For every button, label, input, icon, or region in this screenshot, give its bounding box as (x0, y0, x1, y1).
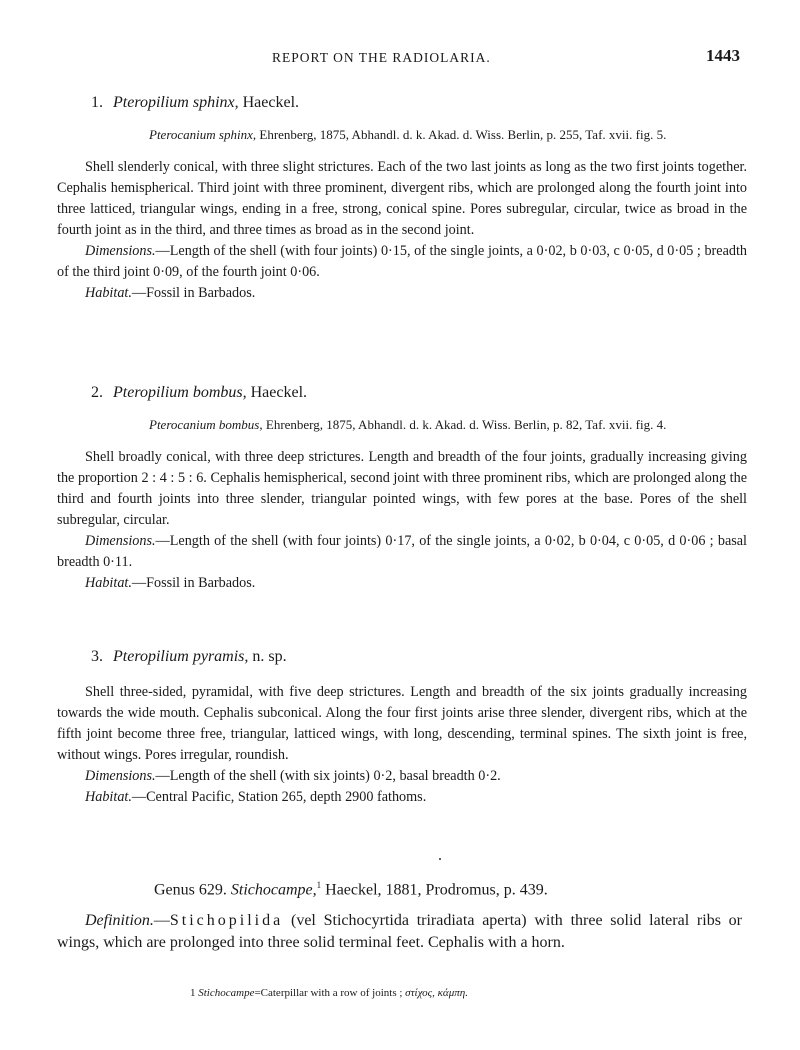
synonym-citation: Ehrenberg, 1875, Abhandl. d. k. Akad. d. Wiss. Berlin, p. 255, Taf. xvii. fig. 5. (259, 127, 667, 142)
habitat-text: —Central Pacific, Station 265, depth 2900 fathoms. (131, 789, 427, 805)
species-entry-1 (57, 94, 747, 304)
species-number: 1. (91, 94, 103, 111)
habitat-paragraph (57, 283, 747, 304)
dimensions-paragraph (57, 241, 747, 283)
habitat-label: Habitat. (85, 285, 132, 301)
habitat-paragraph (57, 787, 747, 808)
species-author: Haeckel. (242, 94, 300, 111)
dimensions-label: Dimensions. (85, 768, 156, 784)
dimensions-text: —Length of the shell (with four joints) 0·15, of the single joints, a 0·02, b 0·03, c 0·05, d 0·05 ; breadth of the third joint 0·09, of the fourth joint 0·06. (57, 243, 747, 280)
print-speck (439, 858, 441, 860)
genus-citation: Haeckel, 1881, Prodromus, p. 439. (325, 881, 548, 899)
footnote-greek: στίχος, κάμπη. (405, 987, 468, 999)
species-entry-3 (57, 648, 747, 808)
dimensions-label: Dimensions. (85, 533, 156, 549)
species-number: 3. (91, 648, 103, 665)
definition-term: Stichopilida (169, 912, 284, 929)
footnote-text: =Caterpillar with a row of joints ; (254, 987, 403, 999)
habitat-label: Habitat. (85, 575, 132, 591)
dimensions-text: —Length of the shell (with six joints) 0·2, basal breadth 0·2. (155, 768, 501, 784)
synonym-citation: Ehrenberg, 1875, Abhandl. d. k. Akad. d. Wiss. Berlin, p. 82, Taf. xvii. fig. 4. (265, 417, 667, 432)
definition-text: (vel Stichocyrtida triradiata aperta) with three solid lateral ribs or wings, which are prolonged into three solid terminal feet. Cephalis with a horn. (57, 912, 743, 951)
synonym-reference (149, 124, 747, 145)
synonym-name: Pterocanium sphinx, (149, 127, 257, 142)
species-name: Pteropilium sphinx, (113, 94, 239, 111)
habitat-paragraph (57, 573, 747, 594)
species-description: Shell slenderly conical, with three slight strictures. Each of the two last joints as long as the two first joints together. Cephalis hemispherical. Third joint with three prominent, divergent ribs, which are prolonged along the fourth joint into three latticed, triangular wings, ending in a free, strong, conical spine. Pores subregular, circular, twice as broad in the fourth joint as in the third, and three times as broad as in the second joint. (57, 159, 747, 238)
species-author: Haeckel. (250, 384, 308, 401)
definition-label: Definition. (85, 912, 154, 929)
footnote-number: 1 (190, 987, 196, 999)
dimensions-paragraph (57, 531, 747, 573)
genus-heading (154, 880, 548, 899)
habitat-label: Habitat. (85, 789, 132, 805)
genus-prefix: Genus 629. (154, 881, 227, 899)
species-name: Pteropilium bombus, (113, 384, 247, 401)
species-heading (91, 384, 747, 402)
species-name: Pteropilium pyramis, (113, 648, 249, 665)
synonym-name: Pterocanium bombus, (149, 417, 263, 432)
species-description: Shell three-sided, pyramidal, with five deep strictures. Length and breadth of the six joints gradually increasing towards the wide mouth. Cephalis subconical. Along the four first joints arise three slender, divergent ribs, which at the fifth joint become three free, triangular, latticed wings, with long, descending, terminal spines. The sixth joint is free, without wings. Pores irregular, roundish. (57, 684, 747, 763)
habitat-text: —Fossil in Barbados. (131, 285, 256, 301)
species-number: 2. (91, 384, 103, 401)
synonym-reference (149, 414, 747, 435)
footnote-mark: 1 (316, 880, 322, 890)
species-entry-2 (57, 384, 747, 594)
genus-name: Stichocampe, (230, 881, 317, 899)
footnote-term: Stichocampe (198, 987, 255, 999)
species-author: n. sp. (252, 648, 287, 665)
running-title: REPORT ON THE RADIOLARIA. (272, 50, 491, 65)
habitat-text: —Fossil in Barbados. (131, 575, 256, 591)
species-heading (91, 648, 747, 666)
species-description: Shell broadly conical, with three deep strictures. Length and breadth of the four joints, gradually increasing giving the proportion 2 : 4 : 5 : 6. Cephalis hemispherical, second joint with three prominent ribs, which are prolonged along the third and fourth joints into three slender, triangular pointed wings, with few pores at the base. Pores of the shell subregular, circular. (57, 449, 747, 528)
page-number: 1443 (706, 46, 740, 65)
definition-dash: — (153, 912, 170, 929)
genus-definition (57, 910, 742, 954)
dimensions-text: —Length of the shell (with four joints) 0·17, of the single joints, a 0·02, b 0·04, c 0·05, d 0·06 ; basal breadth 0·11. (57, 533, 747, 570)
dimensions-label: Dimensions. (85, 243, 156, 259)
dimensions-paragraph (57, 766, 747, 787)
species-heading (91, 94, 747, 112)
footnote (190, 987, 468, 999)
